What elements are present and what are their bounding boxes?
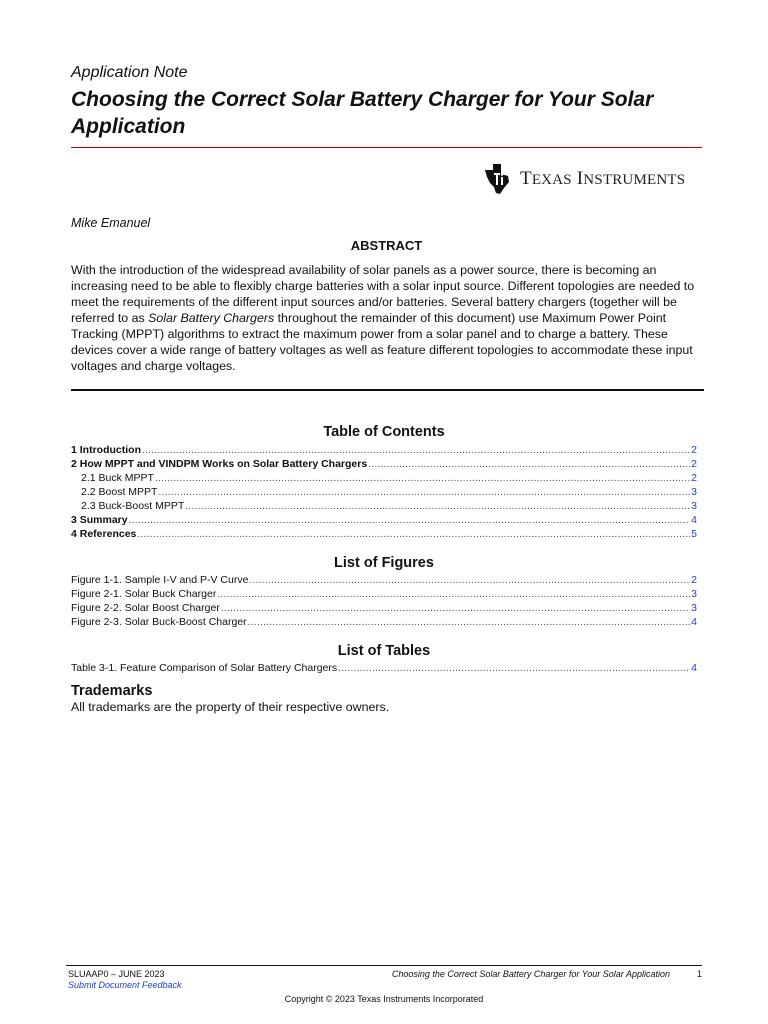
figures-list bbox=[71, 573, 697, 629]
page-link: 3 bbox=[691, 602, 697, 614]
tables-heading: List of Tables bbox=[337, 643, 431, 659]
page-link: 5 bbox=[691, 528, 697, 540]
copyright-notice: Copyright © 2023 Texas Instruments Incorporated bbox=[284, 994, 484, 1004]
page-link: 3 bbox=[691, 588, 697, 600]
toc-entry-boost-mppt[interactable]: 2.2 Boost MPPT ..... 3 bbox=[71, 485, 697, 499]
logo-wordmark: TEXAS INSTRUMENTS bbox=[520, 168, 686, 189]
table-entry[interactable]: Table 3-1. Feature Comparison of Solar Battery Chargers ..... 4 bbox=[71, 661, 697, 675]
tables-list bbox=[71, 661, 697, 675]
title-divider bbox=[71, 147, 702, 148]
document-id: SLUAAP0 – JUNE 2023 bbox=[68, 969, 165, 979]
toc-heading: Table of Contents bbox=[323, 424, 445, 440]
page-link: 2 bbox=[691, 444, 697, 456]
figure-entry[interactable]: Figure 1-1. Sample I-V and P-V Curve ..... 2 bbox=[71, 573, 697, 587]
author-name: Mike Emanuel bbox=[71, 216, 151, 230]
running-title: Choosing the Correct Solar Battery Charger for Your Solar Application bbox=[391, 969, 670, 979]
company-logo bbox=[484, 162, 685, 196]
figure-entry[interactable]: Figure 2-1. Solar Buck Charger ..... 3 bbox=[71, 587, 697, 601]
toc-list bbox=[71, 443, 697, 541]
toc-entry-introduction[interactable]: 1 Introduction ..... 2 bbox=[71, 443, 697, 457]
page-number: 1 bbox=[696, 969, 702, 979]
page-link: 4 bbox=[691, 514, 697, 526]
toc-entry-references[interactable]: 4 References ..... 5 bbox=[71, 527, 697, 541]
ti-state-logo-icon bbox=[484, 163, 510, 195]
document-title: Choosing the Correct Solar Battery Charger for Your Solar Application bbox=[71, 88, 654, 138]
page-link: 2 bbox=[691, 472, 697, 484]
page-link: 3 bbox=[691, 500, 697, 512]
figure-entry[interactable]: Figure 2-2. Solar Boost Charger ..... 3 bbox=[71, 601, 697, 615]
page-link: 2 bbox=[691, 574, 697, 586]
page-link: 3 bbox=[691, 486, 697, 498]
toc-entry-buck-boost-mppt[interactable]: 2.3 Buck-Boost MPPT ..... 3 bbox=[71, 499, 697, 513]
trademarks-heading: Trademarks bbox=[71, 683, 153, 699]
feedback-link[interactable]: Submit Document Feedback bbox=[68, 980, 182, 990]
toc-entry-summary[interactable]: 3 Summary ..... 4 bbox=[71, 513, 697, 527]
toc-entry-buck-mppt[interactable]: 2.1 Buck MPPT ..... 2 bbox=[71, 471, 697, 485]
abstract-text: With the introduction of the widespread availability of solar panels as a power source, there is becoming an increasing need to be able to flexibly charge batteries with a solar input source. Different topologies are needed to meet the requirements of the different input sources and/or batteries. Several battery chargers (together will be referred to as Solar Battery Chargers throughout the remainder of this document) use Maximum Power Point Tracking (MPPT) algorithms to extract the maximum power from a solar panel and to charge a battery. These devices cover a wide range of battery voltages as well as feature different topologies to accommodate these input voltages and charge voltages. bbox=[71, 263, 695, 373]
footer-divider bbox=[66, 965, 702, 966]
page-link: 2 bbox=[691, 458, 697, 470]
abstract-divider bbox=[71, 389, 704, 391]
trademarks-text: All trademarks are the property of their respective owners. bbox=[71, 700, 390, 714]
document-type: Application Note bbox=[71, 64, 188, 81]
page-link: 4 bbox=[691, 662, 697, 674]
toc-entry-how-mppt-works[interactable]: 2 How MPPT and VINDPM Works on Solar Battery Chargers ..... 2 bbox=[71, 457, 697, 471]
figures-heading: List of Figures bbox=[334, 555, 434, 571]
figure-entry[interactable]: Figure 2-3. Solar Buck-Boost Charger ..... 4 bbox=[71, 615, 697, 629]
page-link: 4 bbox=[691, 616, 697, 628]
abstract-heading: ABSTRACT bbox=[350, 238, 423, 253]
